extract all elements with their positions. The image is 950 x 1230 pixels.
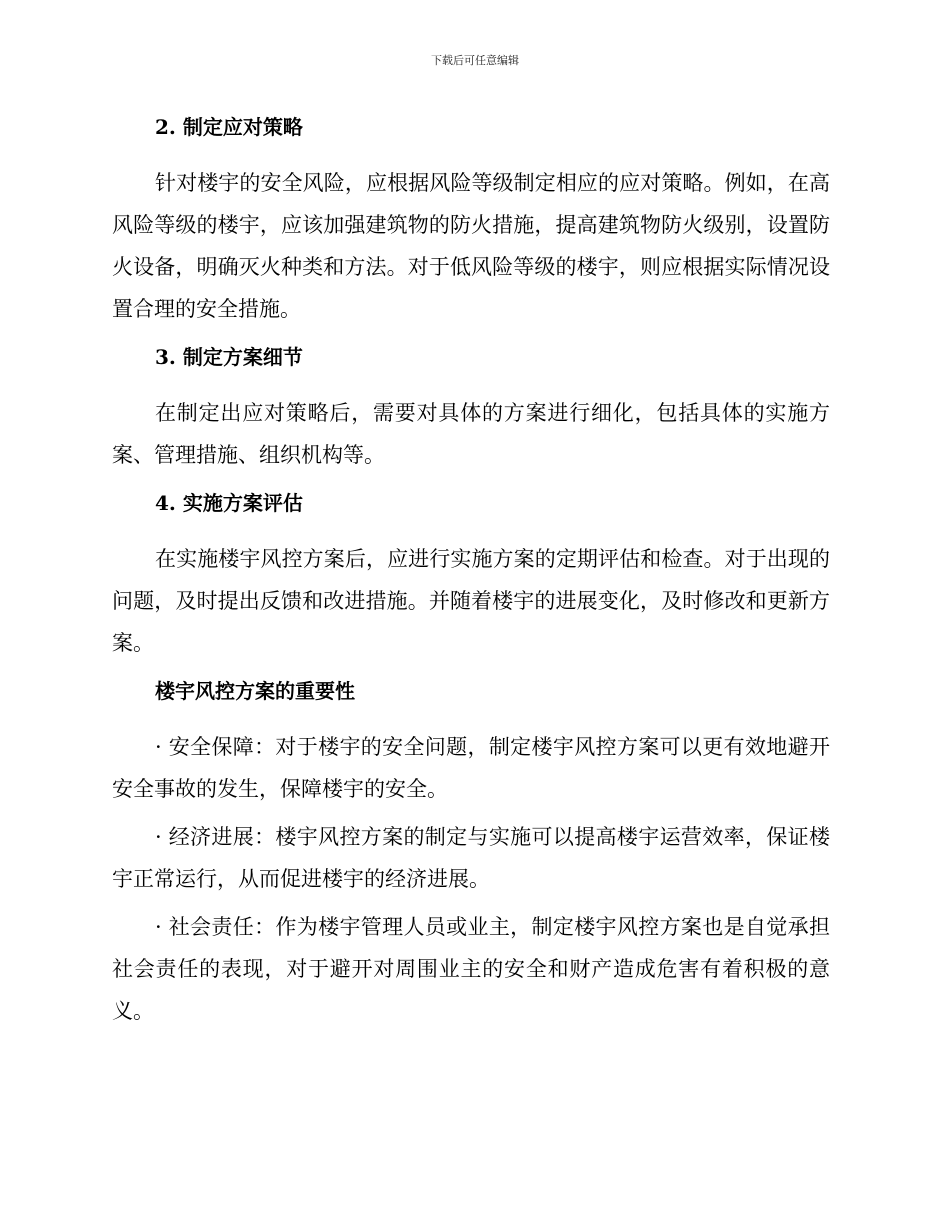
section-heading-details: 3. 制定方案细节 [155, 345, 303, 369]
importance-bullet-responsibility: · 社会责任：作为楼宇管理人员或业主，制定楼宇风控方案也是自觉承担社会责任的表现，对于避开对周围业主的安全和财产造成危害有着积极的意义。 [112, 915, 830, 1023]
importance-heading: 楼宇风控方案的重要性 [155, 679, 355, 703]
page-header: 下载后可任意编辑 [431, 54, 519, 67]
importance-bullet-economy: · 经济进展：楼宇风控方案的制定与实施可以提高楼宇运营效率，保证楼宇正常运行，从而促进楼宇的经济进展。 [112, 825, 830, 891]
importance-bullet-safety: · 安全保障：对于楼宇的安全问题，制定楼宇风控方案可以更有效地避开安全事故的发生，保障楼宇的安全。 [112, 735, 830, 801]
document-body [112, 112, 830, 1032]
section-heading-strategy: 2. 制定应对策略 [155, 115, 303, 139]
section-paragraph-strategy: 针对楼宇的安全风险，应根据风险等级制定相应的应对策略。例如，在高风险等级的楼宇，应该加强建筑物的防火措施，提高建筑物防火级别，设置防火设备，明确灭火种类和方法。对于低风险等级的楼宇，则应根据实际情况设置合理的安全措施。 [112, 171, 830, 321]
section-paragraph-details: 在制定出应对策略后，需要对具体的方案进行细化，包括具体的实施方案、管理措施、组织机构等。 [112, 401, 830, 467]
section-paragraph-evaluation: 在实施楼宇风控方案后，应进行实施方案的定期评估和检查。对于出现的问题，及时提出反馈和改进措施。并随着楼宇的进展变化，及时修改和更新方案。 [112, 547, 830, 655]
section-heading-evaluation: 4. 实施方案评估 [155, 491, 303, 515]
